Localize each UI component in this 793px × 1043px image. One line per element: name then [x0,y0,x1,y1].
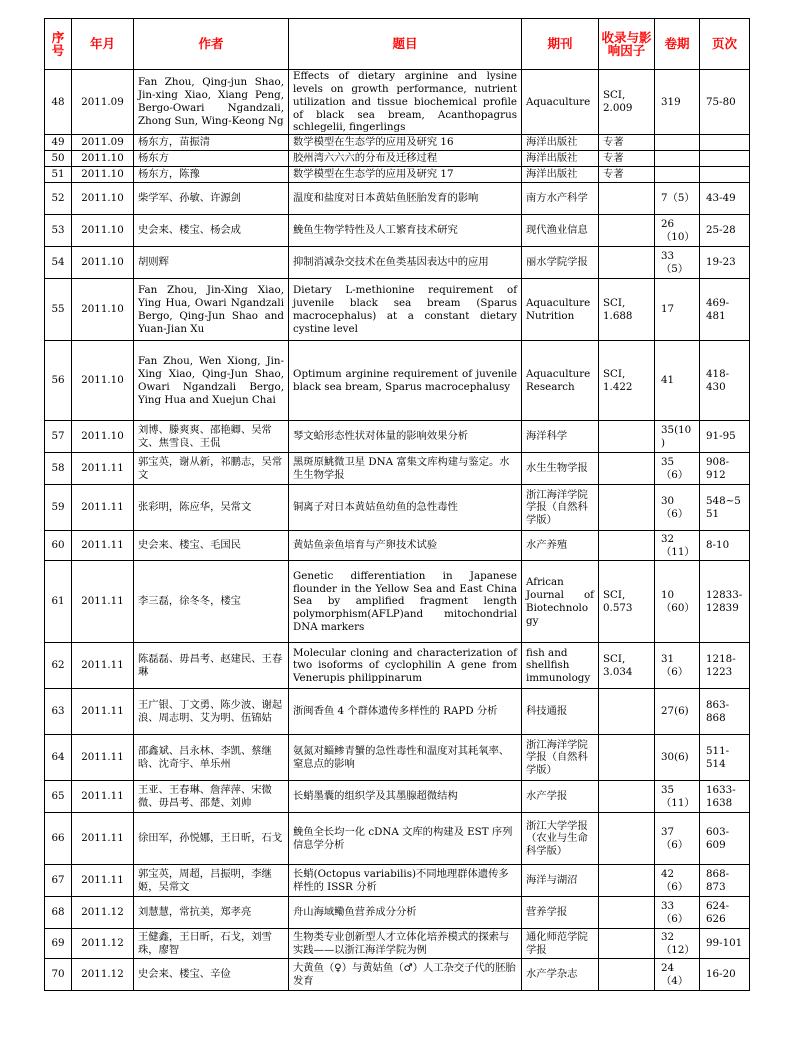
table-row [45,561,750,643]
cell-title: 大黄鱼（♀）与黄姑鱼（♂）人工杂交子代的胚胎发育 [289,959,522,991]
cell-index: SCI, 1.688 [599,279,655,341]
cell-date: 2011.10 [72,421,134,453]
cell-index [599,689,655,735]
cell-pages: 469-481 [700,279,750,341]
cell-journal: 海洋出版社 [522,167,599,183]
cell-pages: 91-95 [700,421,750,453]
cell-volume: 35（11） [655,781,700,813]
cell-no: 64 [45,735,72,781]
cell-no: 55 [45,279,72,341]
cell-authors: 李三磊，徐冬冬，楼宝 [134,561,289,643]
cell-pages: 16-20 [700,959,750,991]
cell-date: 2011.10 [72,247,134,279]
cell-pages: 25-28 [700,215,750,247]
cell-pages: 868-873 [700,865,750,897]
cell-date: 2011.11 [72,689,134,735]
cell-title: 长蛸(Octopus variabilis)不同地理群体遗传多样性的 ISSR 分析 [289,865,522,897]
table-row [45,781,750,813]
cell-journal: 海洋与湖沼 [522,865,599,897]
cell-index [599,247,655,279]
cell-volume: 41 [655,341,700,421]
cell-pages: 863-868 [700,689,750,735]
cell-title: 鮸鱼全长均一化 cDNA 文库的构建及 EST 序列信息学分析 [289,813,522,865]
cell-journal: fish and shellfish immunology [522,643,599,689]
cell-title: 温度和盐度对日本黄姑鱼胚胎发育的影响 [289,183,522,215]
cell-date: 2011.11 [72,865,134,897]
cell-journal: 浙江大学学报（农业与生命科学版） [522,813,599,865]
cell-authors: 郭宝英，周超，吕振明，李继姬，吴常文 [134,865,289,897]
cell-index [599,215,655,247]
table-row [45,689,750,735]
cell-journal: 海洋出版社 [522,135,599,151]
cell-title: 数学模型在生态学的应用及研究 16 [289,135,522,151]
table-row [45,167,750,183]
table-row [45,813,750,865]
cell-authors: 杨东方，陈豫 [134,167,289,183]
cell-journal: 水产学杂志 [522,959,599,991]
cell-date: 2011.10 [72,151,134,167]
cell-no: 66 [45,813,72,865]
cell-index [599,421,655,453]
cell-index: 专著 [599,167,655,183]
table-row [45,279,750,341]
table-body [45,70,750,991]
table-row [45,215,750,247]
cell-date: 2011.12 [72,897,134,929]
cell-no: 58 [45,453,72,485]
cell-title: 铜离子对日本黄姑鱼幼鱼的急性毒性 [289,485,522,531]
cell-authors: 杨东方，苗振清 [134,135,289,151]
cell-pages: 19-23 [700,247,750,279]
cell-index: SCI, 2.009 [599,70,655,135]
header-date: 年月 [72,19,134,70]
cell-journal: 营养学报 [522,897,599,929]
cell-title: Effects of dietary arginine and lysine levels on growth performance, nutrient utilization and tissue biochemical profile of black sea bream, Acanthopagrus schlegelii, fingerlings [289,70,522,135]
cell-journal: 现代渔业信息 [522,215,599,247]
cell-volume: 42（6） [655,865,700,897]
cell-volume: 33（5） [655,247,700,279]
cell-journal: 海洋出版社 [522,151,599,167]
cell-pages: 908-912 [700,453,750,485]
cell-no: 49 [45,135,72,151]
cell-index [599,959,655,991]
cell-no: 68 [45,897,72,929]
cell-volume: 32（11） [655,531,700,561]
cell-index: SCI, 1.422 [599,341,655,421]
cell-pages [700,151,750,167]
table-row [45,70,750,135]
table-row [45,485,750,531]
cell-pages: 1218-1223 [700,643,750,689]
header-pages: 页次 [700,19,750,70]
cell-volume [655,151,700,167]
cell-title: Dietary L-methionine requirement of juvenile black sea bream (Sparus macrocephalus) at a constant dietary cystine level [289,279,522,341]
cell-volume: 27(6) [655,689,700,735]
cell-date: 2011.10 [72,167,134,183]
cell-volume: 31（6） [655,643,700,689]
cell-index [599,929,655,959]
cell-date: 2011.11 [72,735,134,781]
cell-volume: 35(10) [655,421,700,453]
cell-volume: 7（5） [655,183,700,215]
cell-authors: 王健鑫，王日昕，石戈，刘雪珠，廖智 [134,929,289,959]
cell-index: SCI, 3.034 [599,643,655,689]
cell-index: 专著 [599,135,655,151]
cell-pages: 624-626 [700,897,750,929]
cell-no: 54 [45,247,72,279]
cell-volume: 24（4） [655,959,700,991]
cell-volume: 30(6) [655,735,700,781]
cell-title: 生物类专业创新型人才立体化培养模式的探索与实践——以浙江海洋学院为例 [289,929,522,959]
cell-title: 浙闽香鱼 4 个群体遗传多样性的 RAPD 分析 [289,689,522,735]
cell-no: 57 [45,421,72,453]
cell-index [599,897,655,929]
header-index: 收录与影响因子 [599,19,655,70]
cell-authors: 郭宝英，谢从新，祁鹏志，吴常文 [134,453,289,485]
cell-journal: 浙江海洋学院学报（自然科学版） [522,735,599,781]
table-row [45,135,750,151]
cell-title: Molecular cloning and characterization of two isoforms of cyclophilin A gene from Venerupis philippinarum [289,643,522,689]
cell-pages: 8-10 [700,531,750,561]
table-row [45,421,750,453]
cell-date: 2011.11 [72,813,134,865]
table-row [45,183,750,215]
cell-no: 53 [45,215,72,247]
table-row [45,341,750,421]
cell-title: 抑制消减杂交技术在鱼类基因表达中的应用 [289,247,522,279]
header-title: 题目 [289,19,522,70]
cell-date: 2011.11 [72,561,134,643]
cell-date: 2011.10 [72,279,134,341]
cell-authors: 史会来、楼宝、辛俭 [134,959,289,991]
cell-index [599,485,655,531]
cell-title: 黑斑原鮡微卫星 DNA 富集文库构建与鉴定。水生生物学报 [289,453,522,485]
cell-pages: 43-49 [700,183,750,215]
cell-date: 2011.09 [72,135,134,151]
cell-no: 62 [45,643,72,689]
cell-no: 50 [45,151,72,167]
cell-authors: 张彩明，陈应华，吴常文 [134,485,289,531]
cell-authors: 邵鑫斌、吕永林、李凯、蔡继晗、沈奇宇、单乐州 [134,735,289,781]
cell-title: 氨氮对鲻鲹青蟹的急性毒性和温度对其耗氧率、窒息点的影响 [289,735,522,781]
cell-journal: 浙江海洋学院学报（自然科学版） [522,485,599,531]
cell-pages: 1633-1638 [700,781,750,813]
header-authors: 作者 [134,19,289,70]
cell-title: 鮸鱼生物学特性及人工繁育技术研究 [289,215,522,247]
cell-volume: 319 [655,70,700,135]
cell-title: 黄姑鱼亲鱼培育与产卵技术试验 [289,531,522,561]
cell-authors: 刘博、滕爽爽、邵艳卿、吴常文、焦雪良、王侃 [134,421,289,453]
cell-index [599,781,655,813]
cell-date: 2011.10 [72,183,134,215]
cell-pages: 603-609 [700,813,750,865]
cell-volume: 26（10） [655,215,700,247]
publication-table [44,18,750,991]
cell-journal: Aquaculture Nutrition [522,279,599,341]
cell-no: 61 [45,561,72,643]
cell-date: 2011.12 [72,929,134,959]
cell-no: 67 [45,865,72,897]
cell-date: 2011.11 [72,643,134,689]
cell-volume: 10（60） [655,561,700,643]
cell-authors: 史会来、楼宝、毛国民 [134,531,289,561]
cell-title: Optimum arginine requirement of juvenile black sea bream, Sparus macrocephalusy [289,341,522,421]
header-volume: 卷期 [655,19,700,70]
cell-journal: 南方水产科学 [522,183,599,215]
table-row [45,531,750,561]
cell-date: 2011.11 [72,453,134,485]
cell-journal: Aquaculture Research [522,341,599,421]
cell-index [599,453,655,485]
cell-volume [655,167,700,183]
cell-date: 2011.10 [72,215,134,247]
cell-pages [700,135,750,151]
cell-date: 2011.09 [72,70,134,135]
cell-title: Genetic differentiation in Japanese flounder in the Yellow Sea and East China Sea by amplified fragment length polymorphism(AFLP)and mitochondrial DNA markers [289,561,522,643]
cell-no: 63 [45,689,72,735]
cell-journal: African Journal of Biotechnology [522,561,599,643]
cell-authors: 杨东方 [134,151,289,167]
cell-pages: 12833-12839 [700,561,750,643]
cell-index [599,531,655,561]
table-row [45,643,750,689]
cell-journal: 丽水学院学报 [522,247,599,279]
table-row [45,247,750,279]
table-row [45,151,750,167]
cell-title: 舟山海域鳓鱼营养成分分析 [289,897,522,929]
cell-pages [700,167,750,183]
cell-title: 胶州湾六六六的分布及迁移过程 [289,151,522,167]
cell-authors: 史会来、楼宝、杨会成 [134,215,289,247]
cell-date: 2011.11 [72,781,134,813]
cell-title: 长蛸墨囊的组织学及其墨腺超微结构 [289,781,522,813]
header-row [45,19,750,70]
cell-index: SCI, 0.573 [599,561,655,643]
cell-title: 琴文蛤形态性状对体量的影响效果分析 [289,421,522,453]
cell-pages: 99-101 [700,929,750,959]
cell-authors: 刘慧慧，常抗美，郑孝亮 [134,897,289,929]
cell-authors: Fan Zhou, Qing-jun Shao, Jin-xing Xiao, Xiang Peng, Bergo-Owari Ngandzali, Zhong Sun, Wing-Keong Ng [134,70,289,135]
cell-journal: 水产养殖 [522,531,599,561]
cell-pages: 418-430 [700,341,750,421]
cell-authors: Fan Zhou, Jin-Xing Xiao, Ying Hua, Owari Ngandzali Bergo, Qing-Jun Shao and Yuan-Jian Xu [134,279,289,341]
cell-journal: 海洋科学 [522,421,599,453]
cell-no: 70 [45,959,72,991]
cell-pages: 75-80 [700,70,750,135]
header-journal: 期刊 [522,19,599,70]
cell-no: 52 [45,183,72,215]
table-row [45,865,750,897]
cell-index [599,183,655,215]
cell-journal: 通化师范学院学报 [522,929,599,959]
cell-volume: 32（12） [655,929,700,959]
cell-title: 数学模型在生态学的应用及研究 17 [289,167,522,183]
table-row [45,897,750,929]
cell-journal: 水产学报 [522,781,599,813]
cell-index [599,813,655,865]
cell-authors: 胡则辉 [134,247,289,279]
cell-date: 2011.11 [72,485,134,531]
cell-volume [655,135,700,151]
header-no: 序号 [45,19,72,70]
cell-journal: 科技通报 [522,689,599,735]
cell-volume: 37（6） [655,813,700,865]
table-row [45,453,750,485]
cell-no: 60 [45,531,72,561]
cell-no: 48 [45,70,72,135]
cell-no: 51 [45,167,72,183]
cell-authors: 王亚、王春琳、詹萍萍、宋微微、毋昌考、邵楚、刘帅 [134,781,289,813]
cell-no: 65 [45,781,72,813]
table-row [45,735,750,781]
cell-authors: 柴学军、孙敏、许源剑 [134,183,289,215]
cell-index [599,735,655,781]
cell-date: 2011.11 [72,531,134,561]
cell-journal: Aquaculture [522,70,599,135]
cell-journal: 水生生物学报 [522,453,599,485]
cell-volume: 33（6） [655,897,700,929]
table-row [45,929,750,959]
cell-no: 59 [45,485,72,531]
cell-authors: 徐田军，孙悦娜，王日昕，石戈 [134,813,289,865]
cell-no: 69 [45,929,72,959]
cell-pages: 511-514 [700,735,750,781]
cell-volume: 30（6） [655,485,700,531]
cell-authors: 陈磊磊、毋昌考、赵建民、王春琳 [134,643,289,689]
cell-index: 专著 [599,151,655,167]
cell-authors: 王广银、丁文勇、陈少波、谢起浪、周志明、艾为明、伍锦姑 [134,689,289,735]
cell-date: 2011.12 [72,959,134,991]
cell-volume: 35（6） [655,453,700,485]
cell-date: 2011.10 [72,341,134,421]
cell-no: 56 [45,341,72,421]
cell-index [599,865,655,897]
cell-authors: Fan Zhou, Wen Xiong, Jin-Xing Xiao, Qing-Jun Shao, Owari Ngandzali Bergo, Ying Hua and Xuejun Chai [134,341,289,421]
cell-volume: 17 [655,279,700,341]
cell-pages: 548~551 [700,485,750,531]
table-row [45,959,750,991]
